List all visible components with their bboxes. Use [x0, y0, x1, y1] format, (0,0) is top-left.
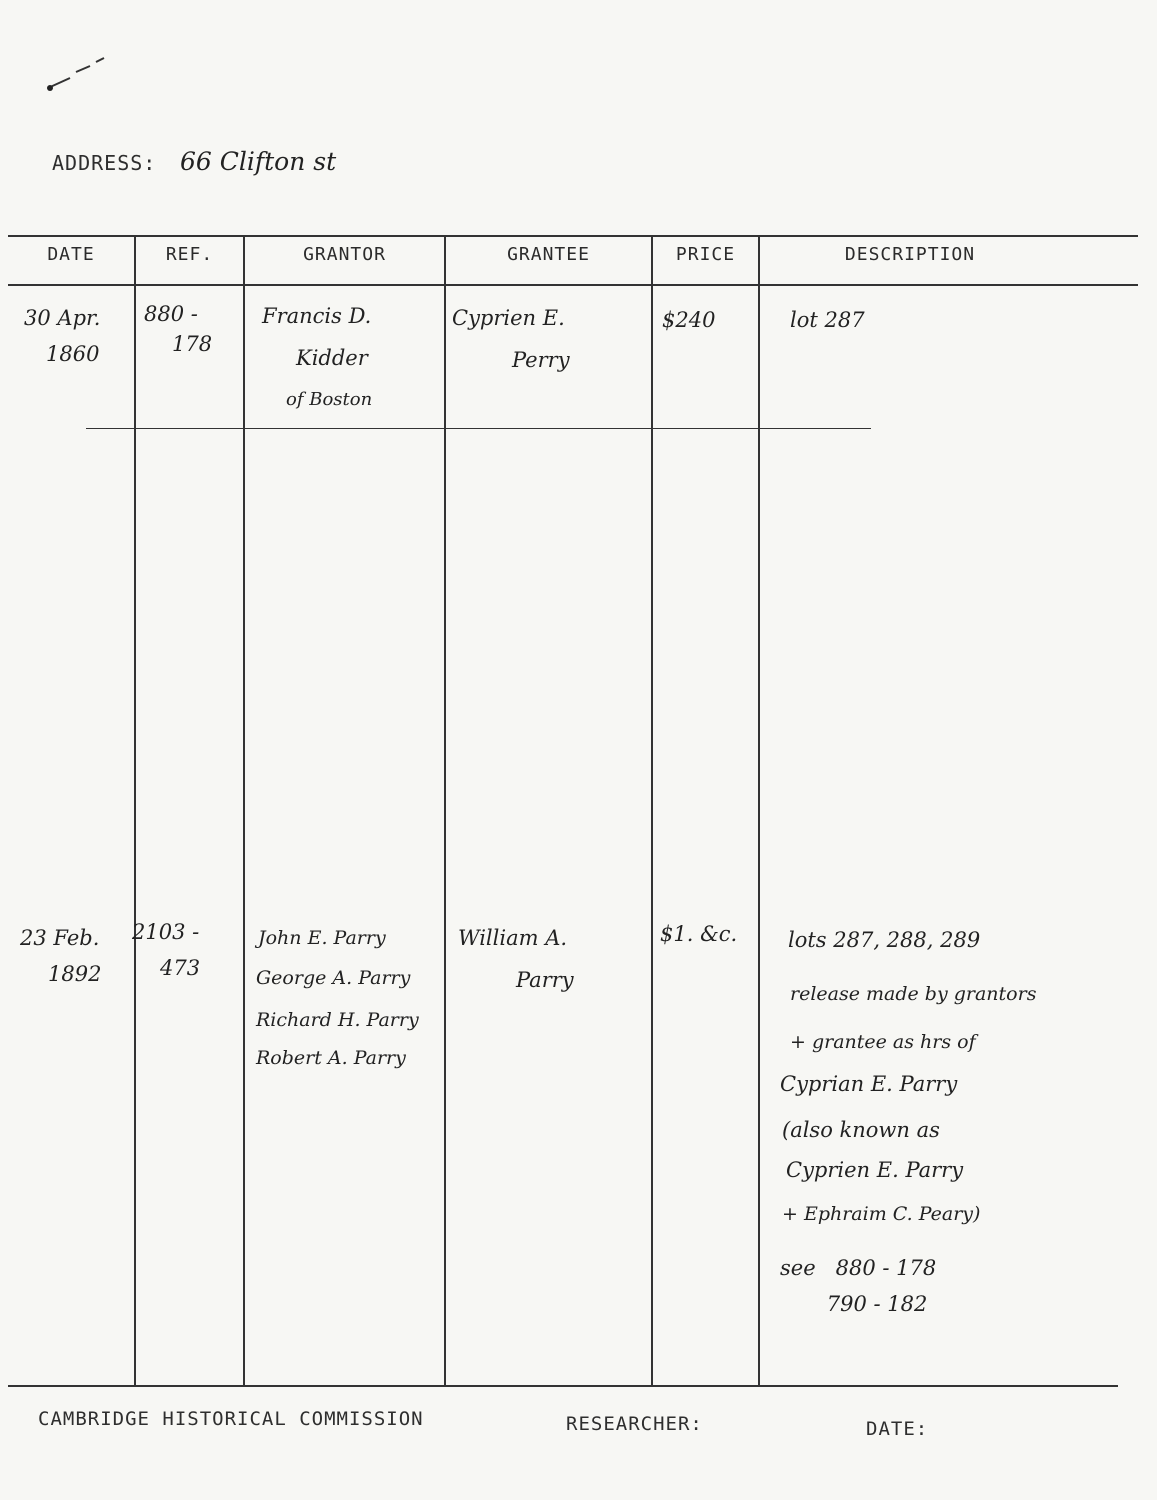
record-date-day: 30 Apr. [24, 306, 101, 330]
record-price: $1. &c. [660, 922, 738, 946]
record-description-line: Cyprian E. Parry [780, 1072, 958, 1096]
record-description-line: see 880 - 178 [780, 1256, 937, 1280]
record-description-line: (also known as [782, 1118, 940, 1142]
column-divider-date [134, 235, 136, 1385]
record-price: $240 [662, 308, 716, 332]
record-description-line: 790 - 182 [780, 1292, 928, 1316]
record-grantee-line: Perry [512, 348, 570, 372]
record-description-line: lot 287 [790, 308, 865, 332]
record-description-line: + Ephraim C. Peary) [782, 1203, 981, 1225]
header-ref: REF. [165, 244, 214, 265]
record-grantee-line: Parry [516, 968, 574, 992]
header-grantor: GRANTOR [303, 244, 386, 265]
record-grantor-line: Richard H. Parry [256, 1009, 419, 1031]
record-description-line: release made by grantors [790, 983, 1037, 1005]
address-label: ADDRESS: [52, 151, 157, 175]
record-date-year: 1860 [46, 342, 100, 366]
record-ref-book: 2103 - [132, 920, 200, 944]
table-top-rule [8, 235, 1138, 237]
record-ref-book: 880 - [144, 302, 198, 326]
header-grantee: GRANTEE [507, 244, 590, 265]
column-divider-grantor [444, 235, 446, 1385]
footer-commission: CAMBRIDGE HISTORICAL COMMISSION [38, 1408, 424, 1430]
record-description-line: lots 287, 288, 289 [788, 928, 981, 952]
record-grantor-line: Kidder [296, 346, 368, 370]
record-grantor-line: John E. Parry [258, 927, 386, 949]
record-ref-page: 178 [172, 332, 213, 356]
record-grantor-line: Francis D. [262, 304, 372, 328]
header-description: DESCRIPTION [844, 244, 976, 265]
header-bottom-rule [8, 284, 1138, 286]
record-ref-page: 473 [160, 956, 201, 980]
header-price: PRICE [675, 244, 736, 265]
column-divider-price [758, 235, 760, 1385]
header-date: DATE [47, 244, 95, 265]
record-grantee-line: William A. [458, 926, 568, 950]
record-description-line: Cyprien E. Parry [786, 1158, 964, 1182]
column-divider-ref [243, 235, 245, 1385]
record-date-day: 23 Feb. [20, 926, 100, 950]
record-grantor-line: Robert A. Parry [256, 1047, 406, 1069]
record-description-line: + grantee as hrs of [790, 1031, 976, 1053]
address-value: 66 Clifton st [180, 147, 337, 176]
first-entry-rule [86, 428, 871, 429]
record-grantor-line: of Boston [286, 389, 373, 410]
column-divider-grantee [651, 235, 653, 1385]
record-grantee-line: Cyprien E. [452, 306, 565, 330]
footer-date-label: DATE: [866, 1418, 929, 1440]
footer-researcher-label: RESEARCHER: [566, 1413, 703, 1435]
record-date-year: 1892 [48, 962, 102, 986]
record-grantor-line: George A. Parry [256, 967, 411, 989]
footer-rule [8, 1385, 1118, 1387]
ink-mark-icon [18, 50, 108, 95]
